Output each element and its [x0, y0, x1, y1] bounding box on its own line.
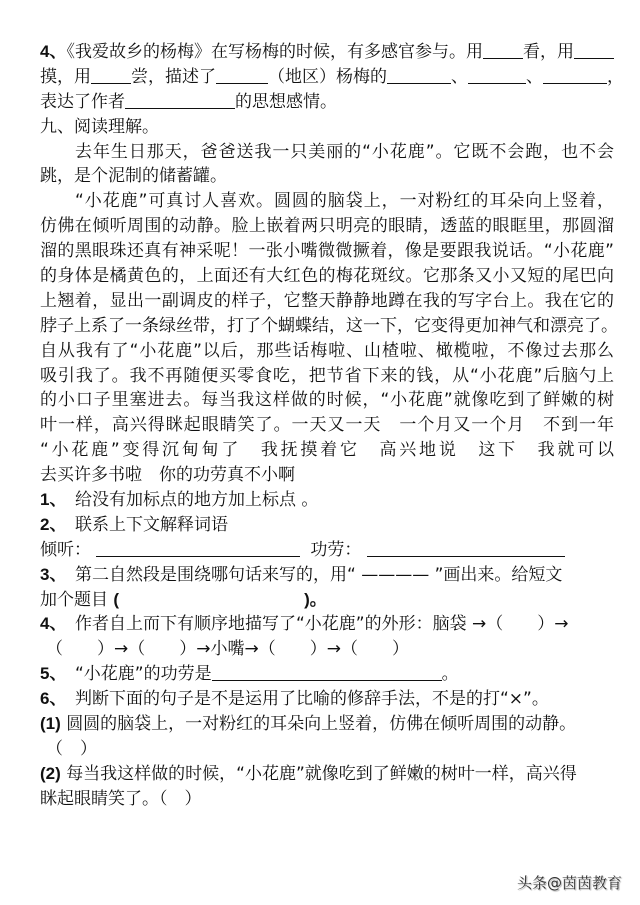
question-1	[40, 488, 614, 513]
paren: (	[113, 589, 120, 609]
passage-line: 自从我有了“小花鹿”以后，那些话梅啦、山楂啦、橄榄啦，不像过去那么	[40, 340, 614, 361]
answer-blank[interactable]	[96, 539, 300, 557]
answer-blank[interactable]	[212, 663, 442, 681]
passage-line: 仿佛在倾听周围的动静。脸上嵌着两只明亮的眼睛，透蓝的眼眶里，那圆溜	[40, 216, 614, 237]
answer-blank[interactable]	[125, 91, 235, 109]
text: 看，用	[522, 42, 574, 62]
passage-line: 去买许多书啦 你的功劳真不小啊	[40, 465, 295, 486]
passage-line: 去年生日那天，爸爸送我一只美丽的“小花鹿”。它既不会跑，也不会	[75, 141, 614, 162]
passage-line: 脖子上系了一条绿丝带，打了个蝴蝶结，这一下，它变得更加神气和漂亮了。	[40, 315, 618, 336]
question-text: 加个题目	[40, 589, 108, 610]
passage-line: 叶一样，高兴得眯起眼睛笑了。一天又一天 一个月又一个月 不到一年	[40, 415, 614, 436]
question-number: 3、	[40, 564, 67, 584]
sentence-number: (2)	[40, 763, 61, 783]
question-3-title	[40, 588, 614, 613]
answer-blank[interactable]	[91, 66, 131, 84]
passage-line: 的身体是橘黄色的，上面还有大红色的梅花斑纹。它那条又小又短的尾巴向	[40, 266, 614, 287]
answer-blank[interactable]	[387, 66, 451, 84]
q4-intro-line-2	[40, 65, 624, 90]
question-text: 联系上下文解释词语	[75, 514, 228, 535]
question-5	[40, 662, 614, 687]
question-3	[40, 563, 614, 588]
term-label: 功劳：	[310, 539, 362, 560]
question-2	[40, 513, 614, 538]
text: 。	[441, 664, 459, 685]
watermark: 头条@茵茵教育	[516, 874, 622, 892]
answer-blank[interactable]	[574, 41, 614, 59]
question-4	[40, 612, 614, 637]
text: 摸，用	[40, 66, 91, 87]
question-6	[40, 687, 614, 712]
question-text: 判断下面的句子是不是运用了比喻的修辞手法，不是的打“×”。	[75, 689, 549, 710]
passage-line: 跳，是个泥制的储蓄罐。	[40, 166, 227, 187]
question-text: 给没有加标点的地方加上标点 。	[75, 490, 319, 511]
passage-line: “小花鹿”变得沉甸甸了 我抚摸着它 高兴地说 这下 我就可以	[40, 440, 614, 461]
q4-intro-line-3	[40, 90, 614, 115]
question-number: 4、	[40, 42, 67, 61]
paren: )。	[304, 589, 327, 609]
q4-intro-line-1	[40, 40, 614, 65]
question-text: 第二自然段是围绕哪句话来写的，用“ ———— ”画出来。给短文	[75, 564, 563, 585]
sentence-2-cont[interactable]: 眯起眼睛笑了。（ ）	[40, 788, 202, 809]
text: 、	[451, 66, 468, 87]
sentence-1-answer[interactable]: （ ）	[46, 738, 97, 759]
question-number: 6、	[40, 689, 67, 709]
question-4-sequence: （ ）→（ ）→小嘴→（ ）→（ ）	[46, 639, 409, 660]
sentence-text: 每当我这样做的时候，“小花鹿”就像吃到了鲜嫩的树叶一样，高兴得	[66, 763, 577, 784]
answer-blank[interactable]	[367, 539, 565, 557]
answer-blank[interactable]	[543, 66, 607, 84]
question-text: “小花鹿”的功劳是	[75, 664, 212, 685]
passage-line: 吸引我了。我不再随便买零食吃，把节省下来的钱，从“小花鹿”后脑勺上	[40, 365, 614, 386]
passage-line: 上翘着，显出一副调皮的样子，它整天静静地蹲在我的写字台上。我在它的	[40, 290, 614, 311]
answer-blank[interactable]	[483, 41, 523, 59]
passage-line: 溜的黑眼珠还真有神采呢！一张小嘴微微撅着，像是要跟我说话。“小花鹿”	[40, 241, 614, 262]
question-2-answers	[40, 538, 614, 563]
term-label: 倾听：	[40, 539, 91, 560]
text: （地区）杨梅的	[268, 66, 387, 87]
sentence-1	[40, 712, 614, 737]
text: 的思想感情。	[235, 91, 337, 112]
passage-line: “小花鹿”可真讨人喜欢。圆圆的脑袋上，一对粉红的耳朵向上竖着，	[75, 191, 614, 212]
question-number: 4、	[40, 614, 67, 634]
worksheet-page	[40, 40, 624, 812]
question-number: 1、	[40, 490, 67, 510]
sentence-number: (1)	[40, 714, 61, 734]
question-number: 2、	[40, 514, 67, 534]
answer-blank[interactable]	[468, 66, 526, 84]
section-title: 九、阅读理解。	[40, 116, 159, 137]
sentence-2	[40, 762, 614, 787]
text: 《我爱故乡的杨梅》在写杨梅的时候，有多感官参与。用	[66, 42, 483, 62]
text: 表达了作者	[40, 91, 125, 112]
sentence-text: 圆圆的脑袋上，一对粉红的耳朵向上竖着，仿佛在倾听周围的动静。	[66, 714, 577, 735]
answer-blank[interactable]	[216, 66, 268, 84]
question-text: 作者自上而下有顺序地描写了“小花鹿”的外形：脑袋 →（ ）→	[75, 614, 569, 635]
text: ，	[607, 66, 624, 87]
text: 尝，描述了	[131, 66, 216, 87]
question-number: 5、	[40, 664, 67, 684]
passage-line: 的小口子里塞进去。每当我这样做的时候，“小花鹿”就像吃到了鲜嫩的树	[40, 390, 614, 411]
text: 、	[526, 66, 543, 87]
